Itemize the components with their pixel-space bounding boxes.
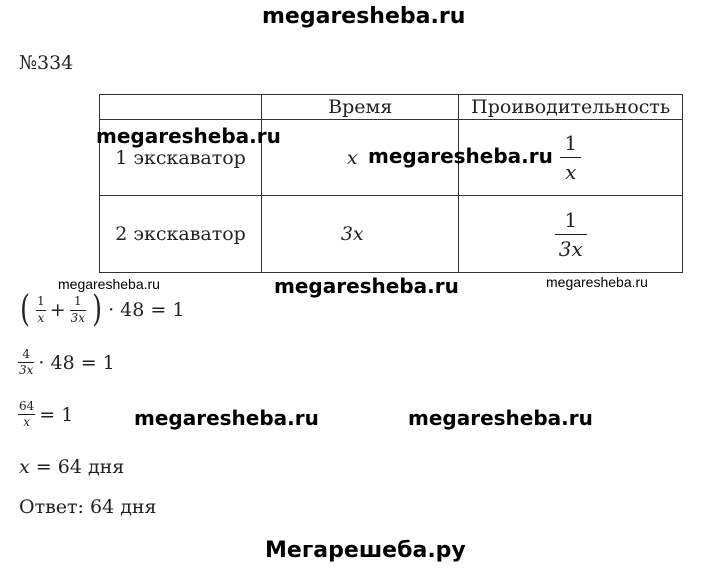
fraction-1-over-3x (70, 295, 86, 324)
fraction-denominator: x (23, 415, 31, 430)
fraction-denominator: 3x (19, 363, 34, 378)
watermark-mid-right: megaresheba.ru (408, 406, 593, 430)
watermark-below-right: megaresheba.ru (546, 274, 648, 290)
equation-rest: = 64 дня (35, 456, 125, 478)
excavator-2-rate (555, 209, 587, 260)
table-header-cell: Время (262, 95, 459, 120)
watermark-mid-left: megaresheba.ru (134, 406, 319, 430)
equation-line-3 (18, 400, 73, 429)
watermark-below-center: megaresheba.ru (274, 274, 459, 298)
equation-line-1 (18, 289, 185, 330)
watermark-footer: Мегарешеба.ру (265, 538, 466, 563)
fraction-numerator: 1 (37, 294, 45, 309)
fraction-denominator: 3x (70, 310, 86, 325)
excavator-1-time: x (346, 146, 358, 169)
excavator-1-rate (560, 132, 581, 183)
fraction-bar (560, 157, 581, 158)
table-header-cell (100, 95, 262, 120)
fraction-denominator: x (565, 160, 577, 184)
fraction-denominator: 3x (558, 236, 583, 261)
fraction-numerator: 1 (564, 207, 578, 232)
watermark-top: megaresheba.ru (262, 4, 466, 29)
plus-sign: + (49, 299, 66, 321)
excavator-2-time: 3x (340, 223, 364, 245)
fraction-numerator: 4 (22, 347, 31, 361)
table-header-cell: Проиводительность (459, 95, 683, 120)
table-cell-time (262, 196, 459, 273)
fraction-bar (555, 234, 587, 235)
problem-number: №334 (19, 52, 74, 74)
equation-rest: · 48 = 1 (108, 299, 185, 321)
fraction-numerator: 1 (564, 131, 578, 155)
fraction-denominator: x (37, 310, 45, 325)
fraction-numerator: 64 (19, 399, 35, 413)
table-row (100, 196, 683, 273)
table-header-row (100, 95, 683, 120)
equation-rest: = 1 (39, 403, 74, 426)
equation-line-2 (18, 348, 115, 377)
data-table (99, 94, 683, 272)
close-paren: ) (92, 289, 102, 330)
fraction-64-over-x (18, 400, 35, 429)
variable-x: x (19, 456, 30, 478)
fraction-1-over-x (36, 295, 46, 324)
fraction-numerator: 1 (73, 294, 82, 309)
watermark-table-left: megaresheba.ru (96, 124, 281, 148)
excavator-2-label: 2 экскаватор (115, 223, 246, 245)
excavator-1-label: 1 экскаватор (115, 146, 246, 169)
fraction-4-over-3x (18, 348, 34, 377)
watermark-below-left: megaresheba.ru (58, 276, 160, 292)
equation-rest: · 48 = 1 (38, 351, 115, 374)
open-paren: ( (20, 289, 30, 330)
equation-line-4 (19, 456, 124, 478)
watermark-table-mid: megaresheba.ru (368, 144, 553, 168)
answer-text: Ответ: 64 дня (19, 496, 157, 518)
table-cell-name (100, 196, 262, 273)
table-cell-rate (459, 196, 683, 273)
